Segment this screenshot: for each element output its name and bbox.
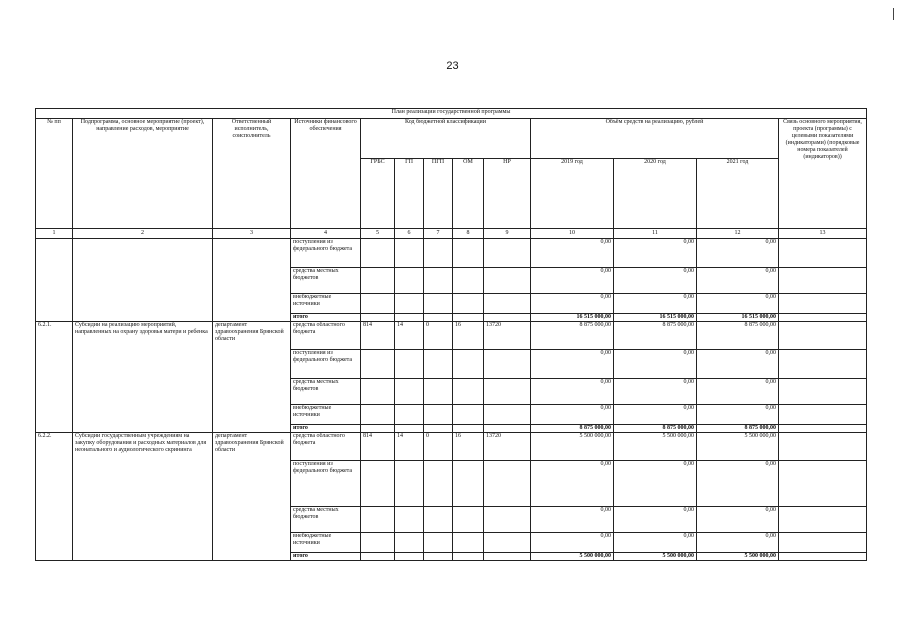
code-om xyxy=(453,425,484,433)
code-nr: 13720 xyxy=(484,433,531,461)
amount-v2020: 5 500 000,00 xyxy=(614,433,697,461)
cont-num-cell xyxy=(36,239,73,322)
source-cell: средства местных бюджетов xyxy=(291,268,361,294)
header-year-1: 2020 год xyxy=(614,159,697,229)
amount-v2020: 0,00 xyxy=(614,379,697,405)
col-number: 2 xyxy=(73,229,213,239)
code-grbs xyxy=(361,507,395,533)
amount-v2019: 0,00 xyxy=(531,507,614,533)
page-number: 23 xyxy=(446,60,459,72)
code-grbs xyxy=(361,239,395,268)
code-grbs xyxy=(361,461,395,507)
amount-v2019: 0,00 xyxy=(531,533,614,553)
code-nr xyxy=(484,379,531,405)
header-source: Источники финансового обеспечения xyxy=(291,119,361,229)
item-executor: департамент здравоохранения Брянской области xyxy=(213,433,291,561)
source-cell: средства областного бюджета xyxy=(291,433,361,461)
code-pgp xyxy=(424,507,453,533)
amount-v2019: 5 500 000,00 xyxy=(531,553,614,561)
code-grbs xyxy=(361,425,395,433)
code-gp xyxy=(395,461,424,507)
amount-v2020: 16 515 000,00 xyxy=(614,314,697,322)
code-grbs: 814 xyxy=(361,322,395,350)
amount-v2021: 8 875 000,00 xyxy=(697,322,779,350)
item-name: Субсидии государственным учреждениям на закупку оборудования и расходных материалов для неонатального и аудиологического скрининга xyxy=(73,433,213,561)
code-gp xyxy=(395,507,424,533)
amount-v2021: 0,00 xyxy=(697,268,779,294)
code-gp xyxy=(395,314,424,322)
header-name: Подпрограмма, основное мероприятие (проект), направление расходов, мероприятие xyxy=(73,119,213,229)
code-gp: 14 xyxy=(395,433,424,461)
code-grbs xyxy=(361,533,395,553)
header-budget-code: Код бюджетной классификации xyxy=(361,119,531,159)
header-volume: Объём средств на реализацию, рублей xyxy=(531,119,779,159)
amount-v2020: 0,00 xyxy=(614,461,697,507)
amount-v2019: 8 875 000,00 xyxy=(531,322,614,350)
amount-v2020: 0,00 xyxy=(614,405,697,425)
col-number: 1 xyxy=(36,229,73,239)
amount-v2021: 0,00 xyxy=(697,533,779,553)
amount-v2020: 8 875 000,00 xyxy=(614,322,697,350)
code-gp xyxy=(395,350,424,379)
amount-v2021: 0,00 xyxy=(697,294,779,314)
code-grbs: 814 xyxy=(361,433,395,461)
col-number: 4 xyxy=(291,229,361,239)
code-nr xyxy=(484,405,531,425)
source-cell: итого xyxy=(291,553,361,561)
amount-v2019: 0,00 xyxy=(531,379,614,405)
code-om xyxy=(453,239,484,268)
code-nr xyxy=(484,533,531,553)
amount-v2021: 0,00 xyxy=(697,350,779,379)
amount-v2020: 0,00 xyxy=(614,507,697,533)
code-grbs xyxy=(361,350,395,379)
amount-v2020: 8 875 000,00 xyxy=(614,425,697,433)
code-grbs xyxy=(361,553,395,561)
item-number: 6.2.2. xyxy=(36,433,73,561)
code-nr xyxy=(484,553,531,561)
amount-v2020: 0,00 xyxy=(614,239,697,268)
source-cell: поступления из федерального бюджета xyxy=(291,350,361,379)
code-pgp: 0 xyxy=(424,322,453,350)
code-gp: 14 xyxy=(395,322,424,350)
scan-edge-mark xyxy=(893,8,894,20)
code-gp xyxy=(395,239,424,268)
link-cell xyxy=(779,507,867,533)
col-number: 12 xyxy=(697,229,779,239)
link-cell xyxy=(779,268,867,294)
col-number: 6 xyxy=(395,229,424,239)
amount-v2021: 8 875 000,00 xyxy=(697,425,779,433)
code-pgp xyxy=(424,294,453,314)
source-cell: поступления из федерального бюджета xyxy=(291,239,361,268)
amount-v2021: 5 500 000,00 xyxy=(697,433,779,461)
amount-v2019: 16 515 000,00 xyxy=(531,314,614,322)
amount-v2019: 0,00 xyxy=(531,405,614,425)
code-pgp xyxy=(424,405,453,425)
amount-v2020: 0,00 xyxy=(614,533,697,553)
code-nr xyxy=(484,461,531,507)
code-gp xyxy=(395,553,424,561)
code-pgp xyxy=(424,461,453,507)
source-cell: поступления из федерального бюджета xyxy=(291,461,361,507)
source-cell: внебюджетные источники xyxy=(291,533,361,553)
code-gp xyxy=(395,405,424,425)
cont-name-cell xyxy=(73,239,213,322)
code-pgp xyxy=(424,553,453,561)
header-bk-3: ОМ xyxy=(453,159,484,229)
amount-v2019: 8 875 000,00 xyxy=(531,425,614,433)
code-nr xyxy=(484,314,531,322)
code-gp xyxy=(395,533,424,553)
code-pgp xyxy=(424,239,453,268)
amount-v2019: 0,00 xyxy=(531,239,614,268)
code-nr xyxy=(484,507,531,533)
col-number: 8 xyxy=(453,229,484,239)
col-number: 7 xyxy=(424,229,453,239)
code-pgp xyxy=(424,533,453,553)
amount-v2021: 5 500 000,00 xyxy=(697,553,779,561)
amount-v2021: 0,00 xyxy=(697,405,779,425)
link-cell xyxy=(779,239,867,268)
link-cell xyxy=(779,294,867,314)
code-om xyxy=(453,294,484,314)
code-grbs xyxy=(361,405,395,425)
amount-v2019: 0,00 xyxy=(531,294,614,314)
code-pgp xyxy=(424,350,453,379)
cont-executor-cell xyxy=(213,239,291,322)
code-pgp xyxy=(424,268,453,294)
code-gp xyxy=(395,268,424,294)
code-om xyxy=(453,405,484,425)
amount-v2021: 0,00 xyxy=(697,461,779,507)
code-grbs xyxy=(361,379,395,405)
code-om xyxy=(453,379,484,405)
item-executor: департамент здравоохранения Брянской области xyxy=(213,322,291,433)
link-cell xyxy=(779,322,867,350)
amount-v2019: 0,00 xyxy=(531,461,614,507)
source-cell: внебюджетные источники xyxy=(291,405,361,425)
code-om xyxy=(453,314,484,322)
link-cell xyxy=(779,533,867,553)
code-gp xyxy=(395,294,424,314)
table-row xyxy=(36,322,867,350)
link-cell xyxy=(779,314,867,322)
source-cell: итого xyxy=(291,425,361,433)
amount-v2021: 16 515 000,00 xyxy=(697,314,779,322)
code-om: 16 xyxy=(453,433,484,461)
code-om xyxy=(453,461,484,507)
header-bk-4: НР xyxy=(484,159,531,229)
amount-v2020: 0,00 xyxy=(614,350,697,379)
col-number: 13 xyxy=(779,229,867,239)
col-number: 3 xyxy=(213,229,291,239)
code-pgp xyxy=(424,314,453,322)
code-gp xyxy=(395,379,424,405)
amount-v2019: 0,00 xyxy=(531,268,614,294)
source-cell: средства областного бюджета xyxy=(291,322,361,350)
code-om: 16 xyxy=(453,322,484,350)
header-bk-1: ГП xyxy=(395,159,424,229)
col-number: 5 xyxy=(361,229,395,239)
code-om xyxy=(453,553,484,561)
code-om xyxy=(453,507,484,533)
table-row xyxy=(36,239,867,268)
col-number: 11 xyxy=(614,229,697,239)
header-year-2: 2021 год xyxy=(697,159,779,229)
item-name: Субсидии на реализацию мероприятий, направленных на охрану здоровья матери и ребенка xyxy=(73,322,213,433)
code-pgp xyxy=(424,379,453,405)
table-title: План реализации государственной программы xyxy=(36,109,867,119)
amount-v2020: 5 500 000,00 xyxy=(614,553,697,561)
link-cell xyxy=(779,379,867,405)
code-grbs xyxy=(361,294,395,314)
code-om xyxy=(453,268,484,294)
code-nr xyxy=(484,425,531,433)
link-cell xyxy=(779,405,867,425)
header-bk-2: ПГП xyxy=(424,159,453,229)
code-om xyxy=(453,533,484,553)
amount-v2021: 0,00 xyxy=(697,239,779,268)
code-gp xyxy=(395,425,424,433)
item-number: 6.2.1. xyxy=(36,322,73,433)
amount-v2021: 0,00 xyxy=(697,379,779,405)
header-link: Связь основного мероприятия, проекта (программы) с целевыми показателями (индикаторами) (порядковые номера показателей (индикаторов)) xyxy=(779,119,867,229)
header-year-0: 2019 год xyxy=(531,159,614,229)
amount-v2021: 0,00 xyxy=(697,507,779,533)
code-pgp: 0 xyxy=(424,433,453,461)
link-cell xyxy=(779,350,867,379)
source-cell: средства местных бюджетов xyxy=(291,507,361,533)
source-cell: итого xyxy=(291,314,361,322)
amount-v2020: 0,00 xyxy=(614,294,697,314)
code-nr xyxy=(484,239,531,268)
col-number: 10 xyxy=(531,229,614,239)
col-number: 9 xyxy=(484,229,531,239)
code-grbs xyxy=(361,314,395,322)
code-grbs xyxy=(361,268,395,294)
link-cell xyxy=(779,425,867,433)
amount-v2020: 0,00 xyxy=(614,268,697,294)
header-executor: Ответственный исполнитель, соисполнитель xyxy=(213,119,291,229)
code-pgp xyxy=(424,425,453,433)
code-nr: 13720 xyxy=(484,322,531,350)
code-nr xyxy=(484,294,531,314)
header-bk-0: ГРБС xyxy=(361,159,395,229)
source-cell: средства местных бюджетов xyxy=(291,379,361,405)
source-cell: внебюджетные источники xyxy=(291,294,361,314)
code-om xyxy=(453,350,484,379)
link-cell xyxy=(779,461,867,507)
link-cell xyxy=(779,433,867,461)
header-num: № пп xyxy=(36,119,73,229)
link-cell xyxy=(779,553,867,561)
amount-v2019: 5 500 000,00 xyxy=(531,433,614,461)
code-nr xyxy=(484,268,531,294)
program-plan-table xyxy=(35,108,867,561)
code-nr xyxy=(484,350,531,379)
amount-v2019: 0,00 xyxy=(531,350,614,379)
table-row xyxy=(36,433,867,461)
